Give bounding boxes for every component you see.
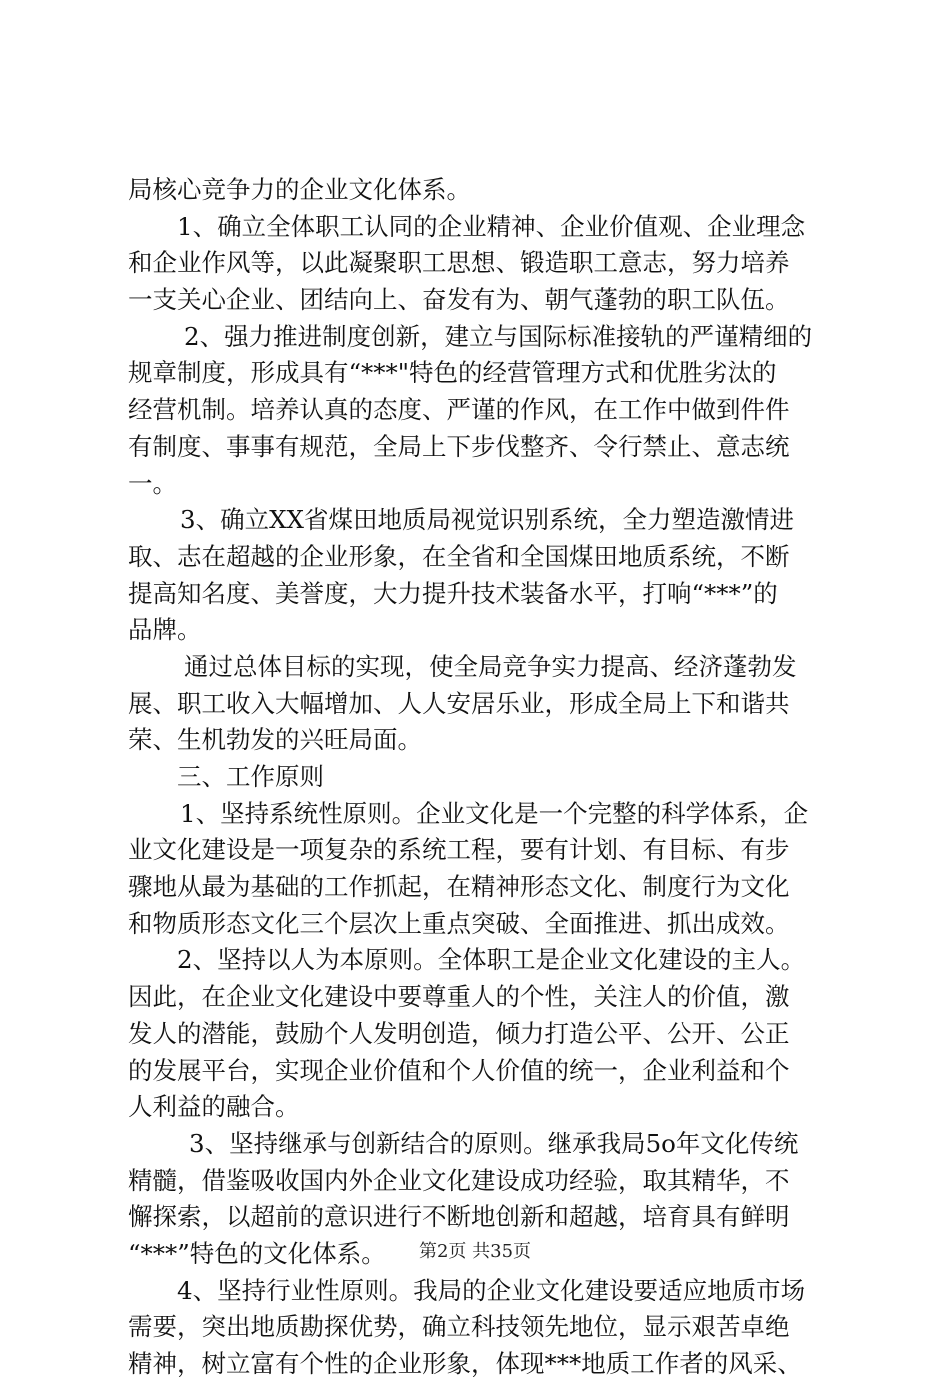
text-line: 的发展平台，实现企业价值和个人价值的统一，企业利益和个 <box>128 1055 790 1085</box>
text-line: 取、志在超越的企业形象，在全省和全国煤田地质系统，不断 <box>128 541 790 571</box>
text-line: 1、坚持系统性原则。企业文化是一个完整的科学体系，企 <box>180 798 809 828</box>
text-line: 和企业作风等，以此凝聚职工思想、锻造职工意志，努力培养 <box>128 248 790 278</box>
text-line: 和物质形态文化三个层次上重点突破、全面推进、抓出成效。 <box>128 908 790 938</box>
text-line: 需要，突出地质勘探优势，确立科技领先地位，显示艰苦卓绝 <box>128 1312 790 1342</box>
text-line: 1、确立全体职工认同的企业精神、企业价值观、企业理念 <box>177 211 806 241</box>
text-line: 局核心竞争力的企业文化体系。 <box>128 175 471 204</box>
section-heading: 三、工作原则 <box>177 762 324 791</box>
text-line: 荣、生机勃发的兴旺局面。 <box>128 725 422 755</box>
text-line: 提高知名度、美誉度，大力提升技术装备水平，打响“***”的 <box>128 578 778 608</box>
text-line: 4、坚持行业性原则。我局的企业文化建设要适应地质市场 <box>177 1275 806 1305</box>
text-line: 展、职工收入大幅增加、人人安居乐业，形成全局上下和谐共 <box>128 688 790 718</box>
text-line: 规章制度，形成具有“***"特色的经营管理方式和优胜劣汰的 <box>128 358 777 388</box>
text-line: 骤地从最为基础的工作抓起，在精神形态文化、制度行为文化 <box>128 872 790 902</box>
text-line: 懈探索，以超前的意识进行不断地创新和超越，培育具有鲜明 <box>128 1202 790 1232</box>
text-line: 有制度、事事有规范，全局上下步伐整齐、令行禁止、意志统 <box>128 431 790 461</box>
text-line: 精神，树立富有个性的企业形象，体现***地质工作者的风采、 <box>128 1349 802 1378</box>
text-line: 品牌。 <box>128 615 202 645</box>
text-line: 2、坚持以人为本原则。全体职工是企业文化建设的主人。 <box>177 945 806 975</box>
text-line: 因此，在企业文化建设中要尊重人的个性，关注人的价值，激 <box>128 982 790 1012</box>
text-line: 业文化建设是一项复杂的系统工程，要有计划、有目标、有步 <box>128 835 790 865</box>
text-line: 经营机制。培养认真的态度、严谨的作风，在工作中做到件件 <box>128 395 790 425</box>
text-line: 一支关心企业、团结向上、奋发有为、朝气蓬勃的职工队伍。 <box>128 285 790 315</box>
text-line: 通过总体目标的实现，使全局竞争实力提高、经济蓬勃发 <box>184 651 797 681</box>
text-line: 人利益的融合。 <box>128 1092 300 1122</box>
text-line: 精髓，借鉴吸收国内外企业文化建设成功经验，取其精华，不 <box>128 1165 790 1195</box>
document-body <box>128 172 828 1383</box>
text-line: “***”特色的文化体系。 <box>128 1238 386 1268</box>
page-footer: 第2页 共35页 <box>418 1241 532 1262</box>
text-line: 一。 <box>128 468 177 498</box>
text-line: 3、坚持继承与创新结合的原则。继承我局5o年文化传统 <box>189 1128 799 1158</box>
text-line: 3、确立XX省煤田地质局视觉识别系统，全力塑造激情进 <box>180 505 794 535</box>
text-line: 2、强力推进制度创新，建立与国际标准接轨的严谨精细的 <box>184 321 813 351</box>
text-line: 发人的潜能，鼓励个人发明创造，倾力打造公平、公开、公正 <box>128 1018 790 1048</box>
